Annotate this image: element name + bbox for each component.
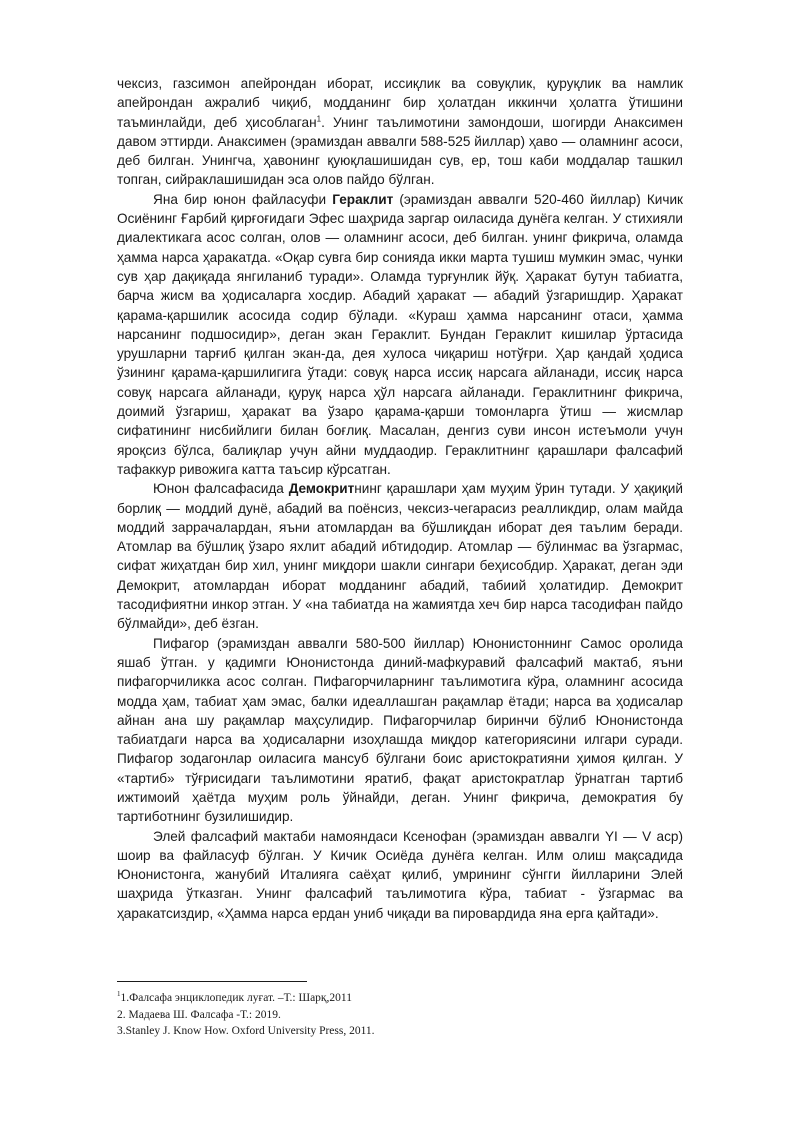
text-run: (эрамиздан аввалги 520-460 йиллар) Кичик Осиёнинг Ғарбий қирғоғидаги Эфес шаҳрида заргар оиласида дунёга келган. У стихияли диалектикага асос солган, олов — оламнинг асоси, деб билган. унинг фикрича, оламда ҳамма нарса ҳаракатда. «Оқар сувга бир сонияда икки марта тушиш мумкин эмас, чунки сув ҳар дақиқада янгиланиб туради». Оламда турғунлик йўқ. Ҳаракат бутун табиатга, барча жисм ва ҳодисаларга хосдир. Абадий ҳаракат — абадий ўзгаришдир. Ҳаракат қарама-қаршилик асосида содир бўлади. «Кураш ҳамма нарсанинг отаси, ҳамма нарсанинг подшосидир», деган экан Гераклит. Бундан Гераклит кишилар ўртасида урушларни тарғиб қилган экан-да, дея хулоса чиқариш нотўғри. Ҳар қандай ҳодиса ўзининг қарама-қаршилигига ўтади: совуқ нарса иссиқ нарсага айланади, иссиқ нарса совуқ нарсага айланади, қуруқ нарса ҳўл нарсага айланади. Гераклитнинг фикрича, доимий ўзгариш, ҳаракат ва ўзаро қарама-қарши томонларга ўтиш — жисмлар сифатининг нисбийлиги билан боғлиқ. Масалан, денгиз суви инсон истеъмоли учун яроқсиз бўлса, балиқлар учун айни муддаодир. Гераклитнинг қарашлари фалсафий тафаккур ривожига катта таъсир кўрсатган. [117, 191, 683, 477]
bold-name-heraclitus: Гераклит [332, 191, 394, 207]
text-run: чексиз, газсимон апейрондан иборат, иссиқлик ва совуқлик, қуруқлик ва намлик апейрондан ажралиб чиқиб, модданинг бир ҳолатдан иккинчи ҳолатга ўтишини таъминлайди, деб ҳисоблаган [117, 76, 683, 130]
footnote-marker: 1 [117, 990, 121, 999]
paragraph-heraclitus [117, 190, 683, 479]
footnote-3: 3.Stanley J. Know How. Oxford University Press, 2011. [117, 1025, 375, 1037]
footnotes [117, 990, 683, 1040]
text-run: . Унинг таълимотини замондоши, шогирди Анаксимен давом эттирди. Анаксимен (эрамиздан аввалги 588-525 йиллар) ҳаво — оламнинг асоси, деб билган. Унингча, ҳавонинг қуюқлашишидан сув, ер, тош каби моддалар ташкил топган, сийраклашишидан эса олов пайдо бўлган. [117, 114, 683, 188]
paragraph-democritus [117, 479, 683, 633]
footnote-1 [117, 990, 683, 1007]
bold-name-democritus: Демокрит [288, 481, 355, 497]
footnote-ref: 1 [316, 114, 322, 124]
paragraph-pythagoras: Пифагор (эрамиздан аввалги 580-500 йиллар) Юнонистоннинг Самос оролида яшаб ўтган. у қадимги Юнонистонда диний-мафкуравий фалсафий мактаб, яъни пифагорчиликка асос солган. Пифагорчиларнинг таълимотига кўра, оламнинг асосида модда ҳам, табиат ҳам эмас, балки идеаллашган рақамлар ётади; нарса ва ҳодисалар айнан ана шу рақамлар маҳсулидир. Пифагорчилар биринчи бўлиб Юнонистонда табиатдаги нарса ва ҳодисаларни изоҳлашда миқдор категориясини илгари суради. Пифагор зодагонлар оиласига мансуб бўлгани боис аристократияни ҳимоя қилган. У «тартиб» тўғрисидаги таълимотини яратиб, фақат аристократлар ўрнатган тартиб ижтимоий ҳаётда муҳим роль ўйнайди, деган. Унинг фикрича, демократия бу тартиботнинг бузилишидир. [117, 635, 683, 825]
footnote-separator [117, 981, 307, 982]
text-run: нинг қарашлари ҳам муҳим ўрин тутади. У ҳақиқий борлиқ — моддий дунё, абадий ва поёнсиз, чексиз-чегарасиз реалликдир, олам майда моддий заррачалардан, яъни атомлардан ва бўшлиқдан иборат дея таълим беради. Атомлар ва бўшлиқ ўзаро яхлит абадий ибтидодир. Атомлар — бўлинмас ва ўзгармас, сифат жиҳатдан бир хил, унинг миқдори шакли сингари беҳисобдир. Ҳаракат, деган эди Демокрит, атомлардан иборат модданинг абадий, табиий ҳолатидир. Демокрит тасодифиятни инкор этган. У «на табиатда на жамиятда хеч бир нарса тасодифан пайдо бўлмайди», деб ёзган. [117, 481, 683, 632]
paragraph-anaximander [117, 74, 683, 190]
footnote-2: 2. Мадаева Ш. Фалсафа -Т.: 2019. [117, 1008, 281, 1021]
footnote-text: 1.Фалсафа энциклопедик луғат. –Т.: Шарқ,2011 [120, 992, 352, 1004]
text-run: Юнон фалсафасида [153, 481, 289, 497]
paragraph-xenophanes: Элей фалсафий мактаби намояндаси Ксенофан (эрамиздан аввалги YI — V аср) шоир ва файласуф бўлган. У Кичик Осиёда дунёга келган. Илм олиш мақсадида Юнонистонга, жанубий Италияга саёҳат қилиб, умрининг сўнгги йилларини Элей шаҳрида ўтказган. Унинг фалсафий таълимотига кўра, табиат - ўзгармас ва ҳаракатсиздир, «Ҳамма нарса ердан униб чиқади ва пировардида яна ерга қайтади». [117, 828, 683, 921]
text-run: Яна бир юнон файласуфи [153, 191, 333, 207]
document-body [117, 74, 683, 923]
